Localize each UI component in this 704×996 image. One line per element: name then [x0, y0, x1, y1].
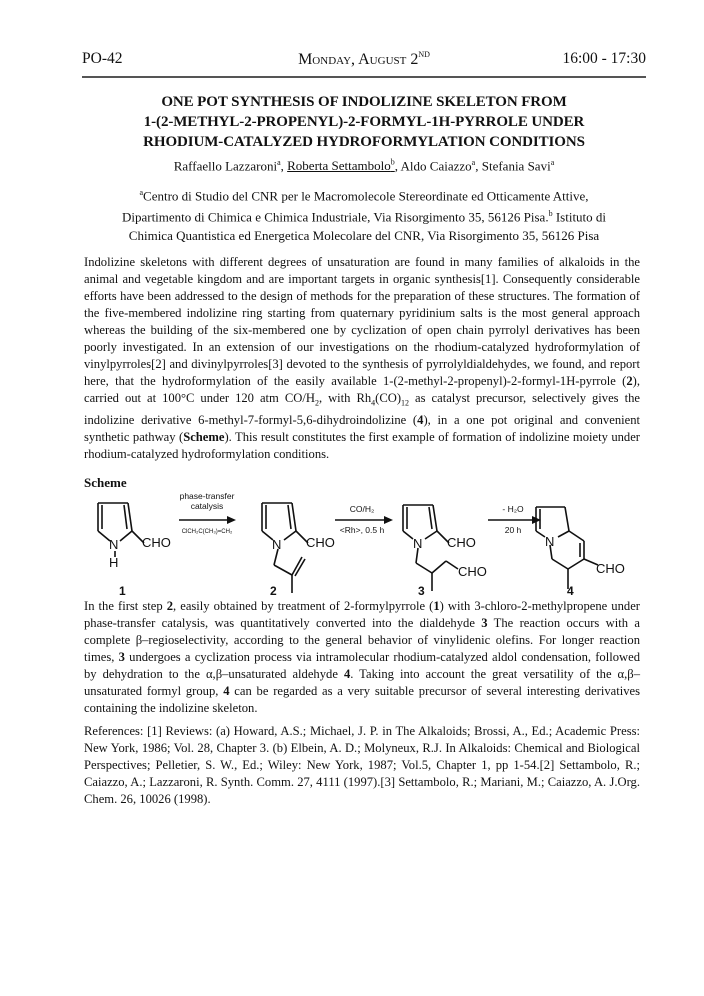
step1-reagent: ClCH₂C(CH₃)=CH₂ — [181, 529, 233, 535]
affiliation-text: Dipartimento di Chimica e Chimica Industriale, Via Risorgimento 35, 56126 Pisa. — [121, 209, 549, 225]
paper-title — [82, 92, 646, 152]
text-run: , easily obtained by treatment of 2-formylpyrrole ( — [173, 599, 434, 613]
author-name: Roberta Settambolo — [287, 158, 391, 174]
text-run: as catalyst precursor, selectively gives the indolizine derivative 6-methyl-7-formyl-5,6-dihydroindolizine ( — [84, 391, 640, 427]
abstract-paragraph — [84, 254, 640, 463]
session-time: 16:00 - 17:30 — [562, 50, 646, 67]
session-day — [82, 50, 646, 69]
session-day-suffix: ND — [418, 50, 430, 59]
compound-ref: 3 — [481, 616, 488, 630]
affiliation-line — [82, 205, 646, 226]
step1-condition: phase-transfer — [179, 491, 235, 501]
reaction-scheme — [80, 485, 650, 597]
cho-group: CHO — [596, 561, 625, 576]
author-name: Raffaello Lazzaroni — [173, 158, 278, 174]
reaction-arrow-3 — [488, 504, 541, 535]
step1-condition: catalysis — [190, 501, 224, 511]
cho-group: CHO — [306, 535, 335, 550]
affiliation-line: Chimica Quantistica ed Energetica Molecolare del CNR, Via Risorgimento 35, 56126 Pisa — [128, 227, 600, 243]
compound-number-4: 4 — [567, 584, 574, 598]
step2-condition: CO/H₂ — [349, 504, 375, 514]
compound-3-structure — [403, 505, 487, 591]
compound-1-structure — [98, 503, 171, 570]
text-run: ) with 3-chloro-2-methylpropene under phase-transfer catalysis, was quantitatively converted into the dialdehyde — [84, 599, 640, 630]
text-run: undergoes a cyclization process via intramolecular rhodium-catalyzed aldol condensation, followed by dehydration to the α,β–unsaturated aldehyde — [84, 650, 640, 681]
compound-ref: 4 — [417, 412, 424, 427]
cho-group: CHO — [447, 535, 476, 550]
compound-number-2: 2 — [270, 584, 277, 598]
step2-condition: <Rh>, 0.5 h — [339, 525, 385, 535]
atom-h: H — [109, 555, 119, 570]
text-run: In the first step — [84, 599, 167, 613]
page-header — [82, 50, 646, 72]
discussion-paragraph — [84, 598, 640, 717]
scheme-label: Scheme — [84, 475, 127, 490]
compound-ref: 1 — [433, 599, 440, 613]
text-run: ). This result constitutes the first example of formation of indolizine moiety under rhodium-catalyzed hydroformylation conditions. — [84, 429, 641, 461]
atom-n: N — [272, 537, 282, 552]
header-divider — [82, 76, 646, 78]
affiliation-mark: a — [139, 188, 144, 197]
text-run: ), in a one pot original and convenient synthetic pathway ( — [84, 412, 641, 444]
author-list: Raffaello Lazzaroni$^a$, Roberta Settambolo$^b$, Aldo Caiazzo$^a$, Stefania Savi$^a$ — [173, 158, 555, 174]
author-affiliation-mark: a — [550, 158, 555, 167]
title-line: ONE POT SYNTHESIS OF INDOLIZINE SKELETON FROM — [161, 94, 567, 110]
title-line: RHODIUM-CATALYZED HYDROFORMYLATION CONDITIONS — [143, 134, 585, 150]
cho-group: CHO — [142, 535, 171, 550]
step3-condition: - H₂O — [502, 504, 524, 514]
author-affiliation-mark: a — [277, 158, 281, 167]
compound-4-structure — [536, 507, 625, 589]
atom-n: N — [413, 536, 423, 551]
affiliation-text: Istituto di — [552, 209, 607, 225]
compound-ref: 2 — [626, 374, 633, 388]
reaction-arrow-2 — [335, 504, 393, 535]
references: References: [1] Reviews: (a) Howard, A.S.; Michael, J. P. in The Alkaloids; Brossi, A., Ed.; Academic Press: New York, 1986; Vol. 28, Chapter 3. (b) Elbein, A. D.; Molyneux, R.J. In Alkaloids: Chemical and Biological Perspectives; Pelletier, S. W., Ed.; Wiley: New York, 1987; Vol.5, Chapter 1, pp 1-54.[2] Settambolo, R.; Caiazzo, A.; Lazzaroni, R. Synth. Comm. 27, 4111 (1997).[3] Settambolo, R.; Mariani, M.; Caiazzo, A. J.Org. Chem. 26, 10026 (1998). — [84, 724, 640, 806]
affiliation-text: Centro di Studio del CNR per le Macromolecole Stereordinate ed Otticamente Attive, — [143, 188, 589, 204]
compound-number-3: 3 — [418, 584, 425, 598]
text-run: The reaction occurs with a complete β–regioselectivity, according to the general behavior of vinylidenic olefins. For longer reaction times, — [84, 616, 640, 664]
text-run: can be regarded as a very suitable precursor of several interesting derivatives containing the indolizine skeleton. — [84, 684, 640, 715]
subscript: 2 — [314, 398, 319, 408]
presenting-author-name — [287, 158, 395, 173]
text-run: . Taking into account the great versatility of the α,β–unsaturated formyl group, — [84, 667, 641, 698]
atom-n: N — [109, 537, 119, 552]
text-run: Indolizine skeletons with different degrees of unsaturation are found in many families of alkaloids in the animal and vegetable kingdom and are important targets in organic synthesis[1]. Consequently considerable efforts have been addressed to the design of methods for the preparation of these structures. The formation of the five-membered indolizine ring starting from quaternary pyridinium salts is the most general approach whereas the building of the six-membered one by cyclization of open chain pyrrolyl derivatives has been poorly investigated. In an extension of our investigations on the rhodium-catalyzed hydroformylation of vinylpyrroles[2] and divinylpyrroles[3] devoted to the synthesis of pyrrolyldialdehydes, we found, and report here, that the hydroformylation of the easily available 1-(2-methyl-2-propenyl)-2-formyl-1H-pyrrole ( — [84, 255, 640, 388]
title-line: 1-(2-METHYL-2-PROPENYL)-2-FORMYL-1H-PYRROLE UNDER — [143, 114, 585, 130]
subscript: 4 — [371, 398, 376, 408]
compound-ref: 4 — [343, 667, 351, 681]
compound-2-structure — [262, 503, 335, 593]
compound-ref: 4 — [223, 684, 230, 698]
step3-condition: 20 h — [504, 525, 522, 535]
atom-n: N — [545, 534, 555, 549]
affiliation-line — [82, 184, 646, 205]
text-run: (CO) — [375, 391, 402, 405]
author-name: Stefania Savi — [481, 158, 551, 174]
affiliation-mark: b — [548, 209, 553, 219]
session-day-text: Monday, August 2 — [298, 51, 419, 68]
author-affiliation-mark: b — [390, 158, 395, 167]
author-affiliation-mark: a — [471, 158, 476, 167]
text-run: , with Rh — [318, 391, 372, 405]
text-run: ), carried out at 100°C under 120 atm CO/H — [84, 374, 640, 405]
compound-ref: 3 — [118, 650, 125, 664]
compound-number-1: 1 — [119, 584, 126, 598]
subscript: 12 — [401, 398, 410, 408]
reaction-arrow-1 — [179, 491, 236, 535]
compound-ref: 2 — [166, 599, 174, 613]
cho-group: CHO — [458, 564, 487, 579]
affiliations — [82, 184, 646, 245]
scheme-ref: Scheme — [183, 429, 225, 444]
poster-code: PO-42 — [82, 50, 123, 67]
author-name: Aldo Caiazzo — [400, 158, 472, 174]
